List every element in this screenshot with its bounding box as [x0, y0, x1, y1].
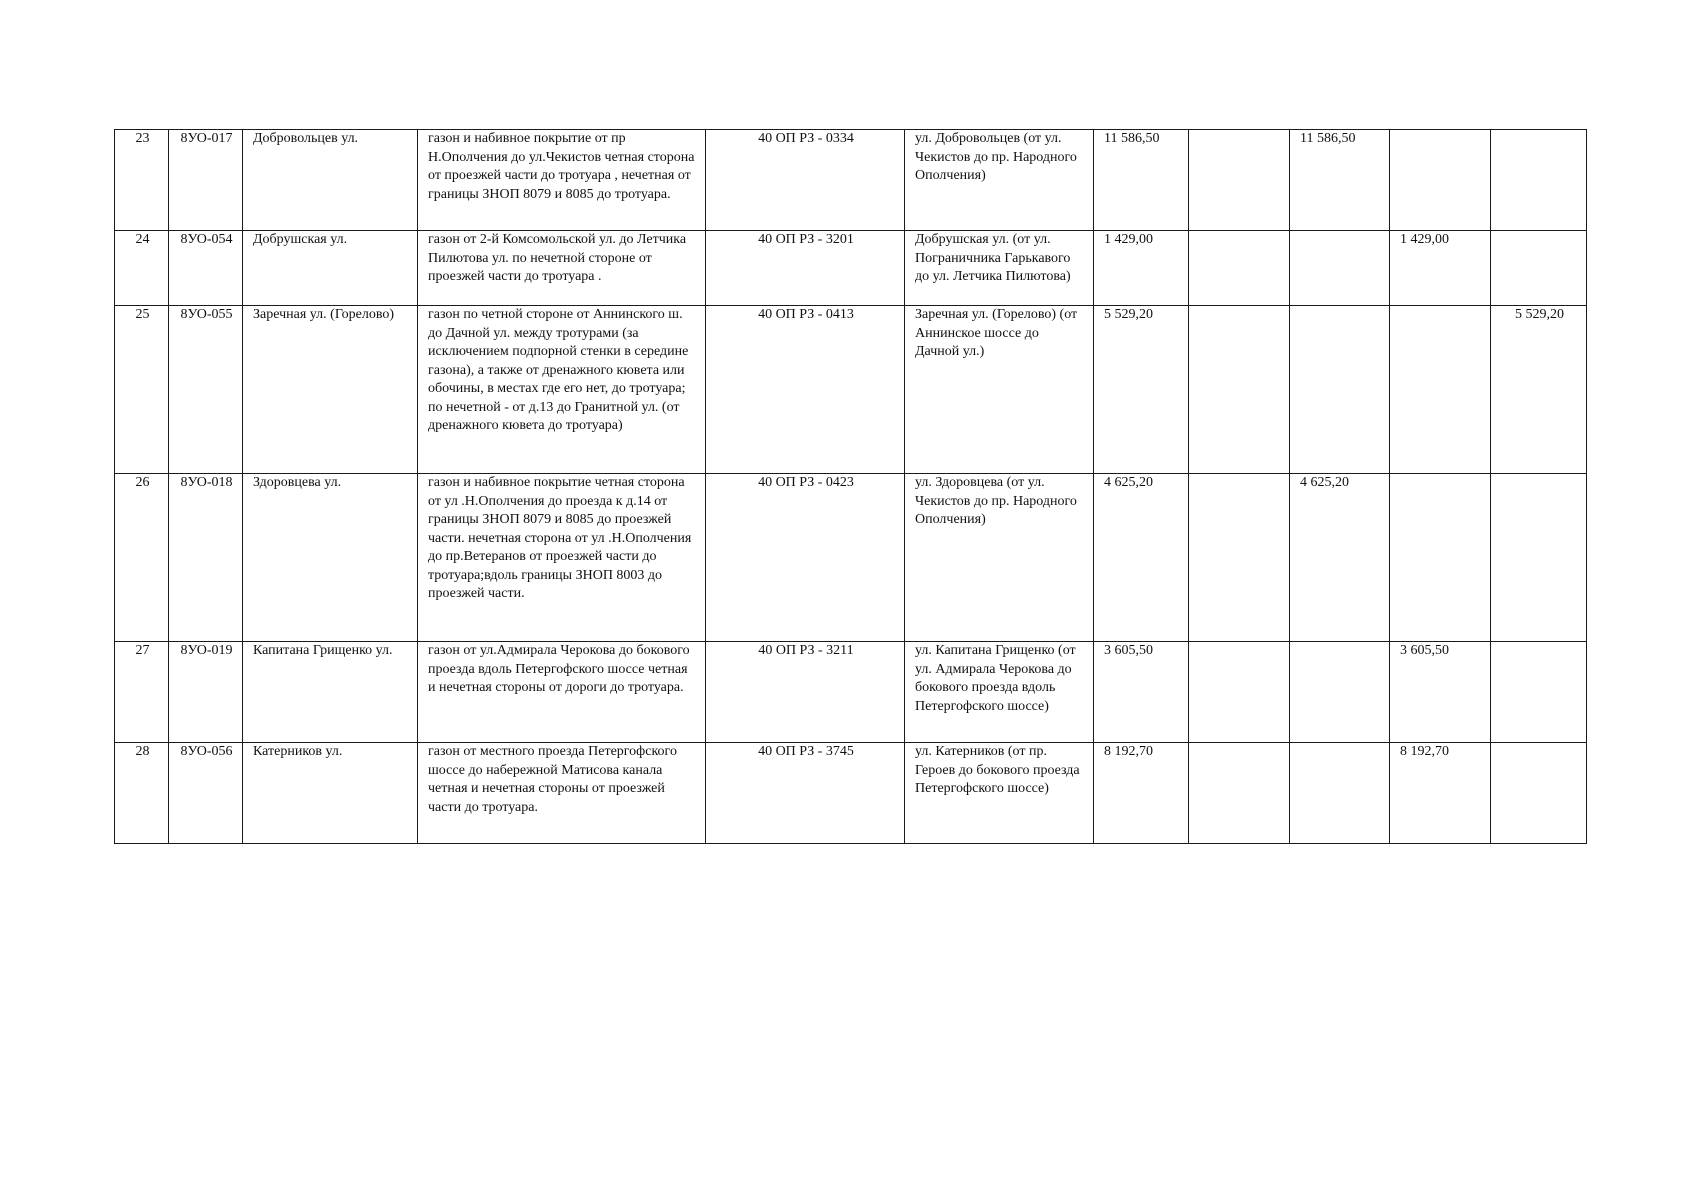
area-col-8: [1189, 306, 1290, 474]
street-name: Добровольцев ул.: [243, 130, 418, 231]
row-number: 23: [115, 130, 169, 231]
area-col-10: [1390, 474, 1491, 642]
object-code: 8УО-019: [169, 642, 243, 743]
street-name: Катерников ул.: [243, 743, 418, 844]
area-description: газон от 2-й Комсомольской ул. до Летчика Пилютова ул. по нечетной стороне от проезжей части до тротуара .: [418, 231, 706, 306]
document-sheet: [114, 129, 1586, 844]
table-row: [115, 130, 1587, 231]
row-number: 27: [115, 642, 169, 743]
road-id: 40 ОП РЗ - 3201: [706, 231, 905, 306]
area-col-9: [1290, 231, 1390, 306]
area-col-9: 4 625,20: [1290, 474, 1390, 642]
table-row: [115, 642, 1587, 743]
road-location: Заречная ул. (Горелово) (от Аннинское шоссе до Дачной ул.): [905, 306, 1094, 474]
total-area: 11 586,50: [1094, 130, 1189, 231]
total-area: 8 192,70: [1094, 743, 1189, 844]
area-description: газон от ул.Адмирала Черокова до бокового проезда вдоль Петергофского шоссе четная и нечетная стороны от дороги до тротуара.: [418, 642, 706, 743]
registry-table: [114, 129, 1587, 844]
area-col-9: [1290, 306, 1390, 474]
area-col-10: 8 192,70: [1390, 743, 1491, 844]
object-code: 8УО-056: [169, 743, 243, 844]
area-col-8: [1189, 642, 1290, 743]
street-name: Капитана Грищенко ул.: [243, 642, 418, 743]
road-id: 40 ОП РЗ - 3211: [706, 642, 905, 743]
area-col-9: 11 586,50: [1290, 130, 1390, 231]
road-id: 40 ОП РЗ - 0413: [706, 306, 905, 474]
area-col-10: 1 429,00: [1390, 231, 1491, 306]
table-row: [115, 231, 1587, 306]
road-location: ул. Здоровцева (от ул. Чекистов до пр. Народного Ополчения): [905, 474, 1094, 642]
street-name: Заречная ул. (Горелово): [243, 306, 418, 474]
area-col-8: [1189, 130, 1290, 231]
area-col-10: 3 605,50: [1390, 642, 1491, 743]
road-location: ул. Капитана Грищенко (от ул. Адмирала Черокова до бокового проезда вдоль Петергофского шоссе): [905, 642, 1094, 743]
area-col-9: [1290, 743, 1390, 844]
area-col-8: [1189, 231, 1290, 306]
total-area: 5 529,20: [1094, 306, 1189, 474]
row-number: 25: [115, 306, 169, 474]
area-col-11: [1491, 231, 1587, 306]
table-row: [115, 474, 1587, 642]
area-col-11: [1491, 130, 1587, 231]
road-location: ул. Катерников (от пр. Героев до бокового проезда Петергофского шоссе): [905, 743, 1094, 844]
area-col-11: 5 529,20: [1491, 306, 1587, 474]
table-row: [115, 306, 1587, 474]
area-col-10: [1390, 306, 1491, 474]
area-col-11: [1491, 474, 1587, 642]
area-col-11: [1491, 642, 1587, 743]
row-number: 24: [115, 231, 169, 306]
area-description: газон по четной стороне от Аннинского ш. до Дачной ул. между тротурами (за исключением подпорной стенки в середине газона), а также от дренажного кювета или обочины, в местах где его нет, до тротуара; по нечетной - от д.13 до Гранитной ул. (от дренажного кювета до тротуара): [418, 306, 706, 474]
road-id: 40 ОП РЗ - 3745: [706, 743, 905, 844]
object-code: 8УО-017: [169, 130, 243, 231]
area-col-10: [1390, 130, 1491, 231]
total-area: 4 625,20: [1094, 474, 1189, 642]
total-area: 1 429,00: [1094, 231, 1189, 306]
area-description: газон и набивное покрытие четная сторона от ул .Н.Ополчения до проезда к д.14 от границы ЗНОП 8079 и 8085 до проезжей части. нечетная сторона от ул .Н.Ополчения до пр.Ветеранов от проезжей части до тротуара;вдоль границы ЗНОП 8003 до проезжей части.: [418, 474, 706, 642]
area-col-11: [1491, 743, 1587, 844]
road-id: 40 ОП РЗ - 0423: [706, 474, 905, 642]
total-area: 3 605,50: [1094, 642, 1189, 743]
road-location: Добрушская ул. (от ул. Пограничника Гарькавого до ул. Летчика Пилютова): [905, 231, 1094, 306]
street-name: Добрушская ул.: [243, 231, 418, 306]
area-col-9: [1290, 642, 1390, 743]
object-code: 8УО-054: [169, 231, 243, 306]
area-col-8: [1189, 743, 1290, 844]
object-code: 8УО-018: [169, 474, 243, 642]
road-location: ул. Добровольцев (от ул. Чекистов до пр. Народного Ополчения): [905, 130, 1094, 231]
row-number: 28: [115, 743, 169, 844]
row-number: 26: [115, 474, 169, 642]
table-row: [115, 743, 1587, 844]
area-description: газон от местного проезда Петергофского шоссе до набережной Матисова канала четная и нечетная стороны от проезжей части до тротуара.: [418, 743, 706, 844]
street-name: Здоровцева ул.: [243, 474, 418, 642]
area-col-8: [1189, 474, 1290, 642]
object-code: 8УО-055: [169, 306, 243, 474]
area-description: газон и набивное покрытие от пр Н.Ополчения до ул.Чекистов четная сторона от проезжей части до тротуара , нечетная от границы ЗНОП 8079 и 8085 до тротуара.: [418, 130, 706, 231]
road-id: 40 ОП РЗ - 0334: [706, 130, 905, 231]
